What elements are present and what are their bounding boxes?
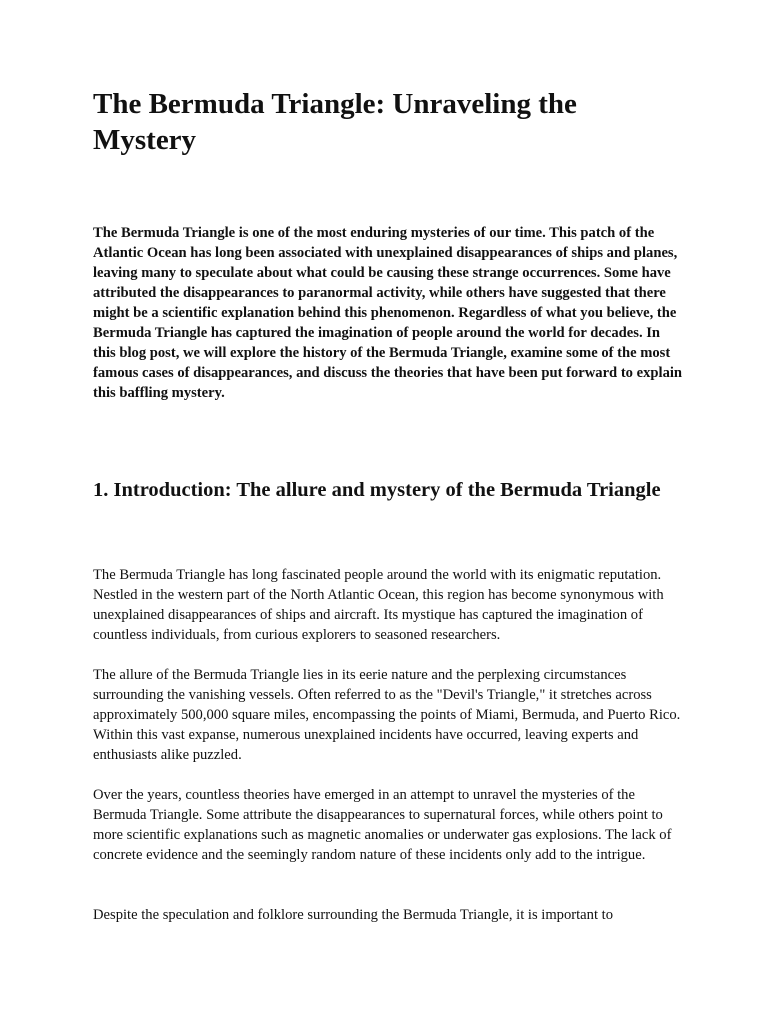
body-paragraph-4: Despite the speculation and folklore surrounding the Bermuda Triangle, it is important to: [93, 907, 614, 923]
document-title: The Bermuda Triangle: Unraveling the Mystery: [93, 88, 577, 156]
body-paragraph-3: Over the years, countless theories have emerged in an attempt to unravel the mysteries of the Bermuda Triangle. Some attribute the disappearances to supernatural forces, while others point to more scientific explanations such as magnetic anomalies or underwater gas explosions. The lack of concrete evidence and the seemingly random nature of these incidents only add to the intrigue.: [93, 787, 672, 863]
body-paragraph-1: The Bermuda Triangle has long fascinated people around the world with its enigmatic reputation. Nestled in the western part of the North Atlantic Ocean, this region has become synonymous with unexplained disappearances of ships and aircraft. Its mystique has captured the imagination of countless individuals, from curious explorers to seasoned researchers.: [93, 567, 664, 643]
lead-paragraph: The Bermuda Triangle is one of the most enduring mysteries of our time. This patch of the Atlantic Ocean has long been associated with unexplained disappearances of ships and planes, leaving many to speculate about what could be causing these strange occurrences. Some have attributed the disappearances to paranormal activity, while others have suggested that there might be a scientific explanation behind this phenomenon. Regardless of what you believe, the Bermuda Triangle has captured the imagination of people around the world for decades. In this blog post, we will explore the history of the Bermuda Triangle, examine some of the most famous cases of disappearances, and discuss the theories that have been put forward to explain this baffling mystery.: [93, 225, 683, 401]
section-heading: 1. Introduction: The allure and mystery of the Bermuda Triangle: [93, 479, 661, 501]
body-paragraph-2: The allure of the Bermuda Triangle lies in its eerie nature and the perplexing circumstances surrounding the vanishing vessels. Often referred to as the "Devil's Triangle," it stretches across approximately 500,000 square miles, encompassing the points of Miami, Bermuda, and Puerto Rico. Within this vast expanse, numerous unexplained incidents have occurred, leaving experts and enthusiasts alike puzzled.: [93, 667, 681, 763]
